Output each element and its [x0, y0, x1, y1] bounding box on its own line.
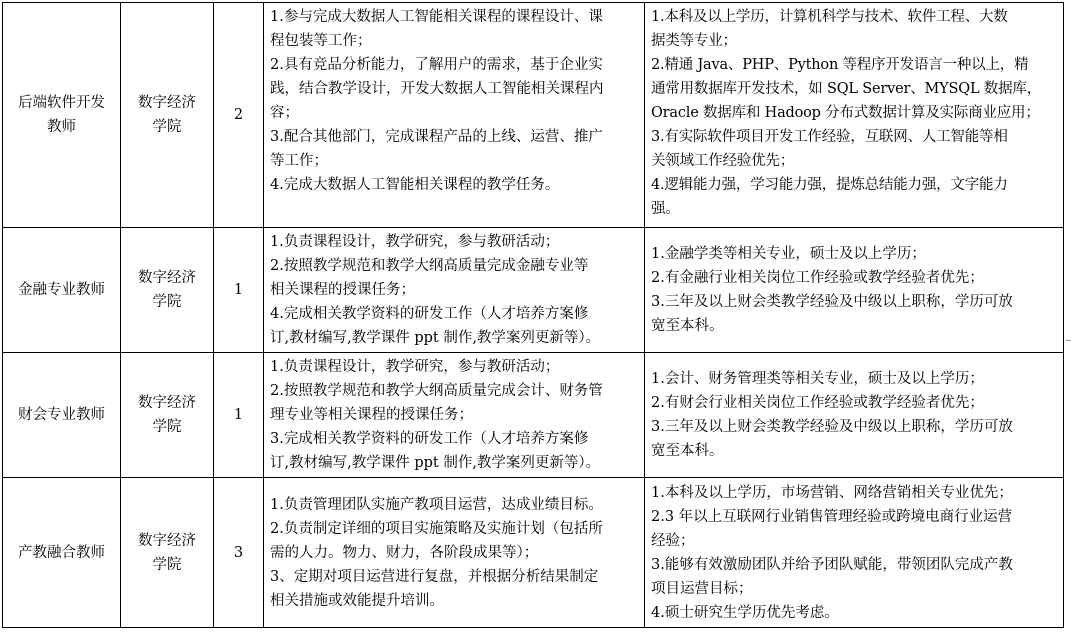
table-row — [3, 478, 1064, 628]
requirements-line: 通常用数据库开发技术，如 SQL Server、MYSQL 数据库， — [651, 81, 1041, 97]
requirements-line: 1.金融学类等相关专业，硕士及以上学历； — [651, 246, 926, 262]
duties-cell — [264, 228, 645, 353]
duties-line: 3.完成相关教学资料的研发工作（人才培养方案修 — [270, 431, 589, 447]
duties-line: 需的人力。物力、财力，各阶段成果等）； — [270, 544, 539, 561]
position-cell — [3, 3, 121, 228]
department-cell-text: 数字经济 学院 — [138, 270, 196, 310]
department-cell-text: 数字经济 学院 — [138, 95, 196, 135]
count-cell-text: 2 — [233, 107, 244, 123]
duties-line: 理专业等相关课程的授课任务； — [270, 407, 473, 423]
table-row — [3, 353, 1064, 478]
duties-line: 4.完成大数据人工智能相关课程的教学任务。 — [270, 177, 560, 193]
requirements-line: 宽至本科。 — [651, 443, 724, 459]
position-cell — [3, 228, 121, 353]
requirements-line: 2.精通 Java、PHP、Python 等程序开发语言一种以上，精 — [651, 57, 1029, 73]
requirements-cell — [645, 478, 1064, 628]
requirements-line: 4.逻辑能力强，学习能力强，提炼总结能力强，文字能力 — [651, 177, 1008, 193]
duties-line: 践，结合教学设计，开发大数据人工智能相关课程内 — [270, 81, 604, 97]
duties-line: 3.配合其他部门，完成课程产品的上线、运营、推广 — [270, 129, 603, 145]
duties-line: 1.负责课程设计，教学研究，参与教研活动； — [270, 359, 560, 375]
position-cell — [3, 478, 121, 628]
requirements-line: 3.有实际软件项目开发工作经验，互联网、人工智能等相 — [651, 129, 1008, 145]
department-cell-text: 数字经济 学院 — [138, 532, 196, 573]
edge-marker — [1066, 340, 1071, 341]
duties-line: 相关措施或效能提升培训。 — [270, 592, 444, 609]
duties-line: 4.完成相关教学资料的研发工作（人才培养方案修 — [270, 306, 589, 322]
requirements-line: 经验； — [651, 532, 695, 549]
requirements-line: 项目运营目标； — [651, 580, 753, 597]
requirements-line: 1.本科及以上学历，市场营销、网络营销相关专业优先； — [651, 484, 1013, 501]
duties-line: 2.按照教学规范和教学大纲高质量完成会计、财务管 — [270, 383, 603, 399]
requirements-line: 据类等专业； — [651, 33, 737, 49]
duties-cell — [264, 3, 645, 228]
requirements-cell — [645, 353, 1064, 478]
duties-line: 2.负责制定详细的项目实施策略及实施计划（包括所 — [270, 520, 603, 537]
count-cell — [214, 478, 264, 628]
duties-cell — [264, 353, 645, 478]
department-cell — [121, 478, 214, 628]
duties-cell — [264, 478, 645, 628]
requirements-line: 1.会计、财务管理类等相关专业，硕士及以上学历； — [651, 371, 984, 387]
position-cell-text: 金融专业教师 — [18, 282, 105, 298]
duties-line: 相关课程的授课任务； — [270, 282, 415, 298]
duties-line: 1.参与完成大数据人工智能相关课程的课程设计、课 — [270, 9, 603, 25]
requirements-cell — [645, 3, 1064, 228]
requirements-line: 4.硕士研究生学历优先考虑。 — [651, 604, 839, 621]
count-cell — [214, 353, 264, 478]
department-cell — [121, 3, 214, 228]
department-cell — [121, 228, 214, 353]
duties-line: 程包装等工作； — [270, 33, 372, 49]
table-row — [3, 3, 1064, 228]
position-cell-text: 产教融合教师 — [18, 544, 105, 561]
requirements-line: Oracle 数据库和 Hadoop 分布式数据计算及实际商业应用； — [651, 105, 1040, 121]
job-table — [2, 2, 1064, 628]
duties-line: 订,教材编写,教学课件 ppt 制作,教学案列更新等）。 — [270, 330, 601, 346]
position-cell-text: 财会专业教师 — [18, 407, 105, 423]
requirements-line: 3.三年及以上财会类教学经验及中级以上职称，学历可放 — [651, 294, 1013, 310]
requirements-line: 2.有金融行业相关岗位工作经验或教学经验者优先； — [651, 270, 984, 286]
requirements-line: 关领域工作经验优先； — [651, 153, 794, 169]
requirements-line: 强。 — [651, 201, 680, 217]
duties-line: 3、定期对项目运营进行复盘，并根据分析结果制定 — [270, 568, 599, 585]
duties-line: 等工作； — [270, 153, 328, 169]
requirements-line: 宽至本科。 — [651, 318, 724, 334]
count-cell — [214, 3, 264, 228]
duties-line: 1.负责管理团队实施产教项目运营，达成业绩目标。 — [270, 496, 603, 513]
requirements-cell — [645, 228, 1064, 353]
duties-line: 1.负责课程设计，教学研究，参与教研活动； — [270, 234, 560, 250]
requirements-line: 3.三年及以上财会类教学经验及中级以上职称，学历可放 — [651, 419, 1013, 435]
count-cell-text: 1 — [233, 407, 244, 423]
department-cell-text: 数字经济 学院 — [138, 395, 196, 435]
duties-line: 订,教材编写,教学课件 ppt 制作,教学案列更新等）。 — [270, 455, 601, 471]
requirements-line: 3.能够有效激励团队并给予团队赋能，带领团队完成产教 — [651, 556, 1013, 573]
table-row — [3, 228, 1064, 353]
duties-line: 2.具有竞品分析能力，了解用户的需求，基于企业实 — [270, 57, 603, 73]
duties-line: 容； — [270, 105, 299, 121]
count-cell-text: 3 — [233, 544, 244, 561]
department-cell — [121, 353, 214, 478]
count-cell — [214, 228, 264, 353]
requirements-line: 1.本科及以上学历，计算机科学与技术、软件工程、大数 — [651, 9, 1008, 25]
requirements-line: 2.有财会行业相关岗位工作经验或教学经验者优先； — [651, 395, 984, 411]
position-cell — [3, 353, 121, 478]
count-cell-text: 1 — [233, 282, 244, 298]
duties-line: 2.按照教学规范和教学大纲高质量完成金融专业等 — [270, 258, 589, 274]
position-cell-text: 后端软件开发 教师 — [18, 95, 105, 135]
requirements-line: 2.3 年以上互联网行业销售管理经验或跨境电商行业运营 — [651, 508, 1013, 525]
